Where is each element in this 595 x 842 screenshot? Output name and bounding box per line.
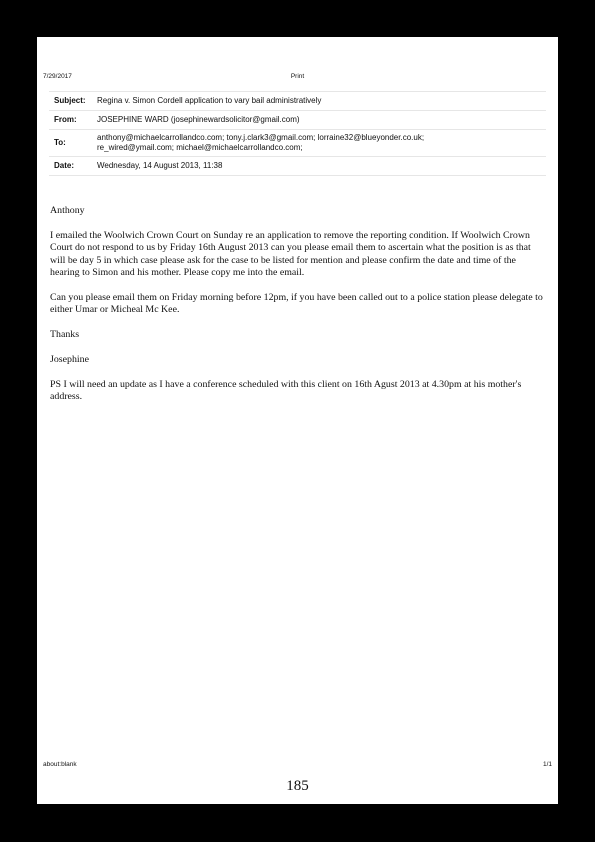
- subject-value: Regina v. Simon Cordell application to vary bail administratively: [92, 92, 546, 111]
- to-value: [92, 130, 546, 157]
- body-paragraph-2: Can you please email them on Friday morning before 12pm, if you have been called out to a police station please delegate to either Umar or Micheal Mc Kee.: [50, 291, 543, 316]
- footer-url: about:blank: [43, 761, 77, 768]
- from-value: JOSEPHINE WARD (josephinewardsolicitor@gmail.com): [92, 111, 546, 130]
- body-paragraph-1: I emailed the Woolwich Crown Court on Sunday re an application to remove the reporting condition. If Woolwich Crown Court do not respond to us by Friday 16th August 2013 can you please email them to ascertain what the position is as that will be day 5 in which case please ask for the case to be listed for mention and please confirm the date and time of the hearing to Simon and his mother. Please copy me into the email.: [50, 229, 531, 279]
- to-recipients-line-1: anthony@michaelcarrollandco.com; tony.j.clark3@gmail.com; lorraine32@blueyonder.co.uk;: [97, 133, 425, 142]
- email-header-table: [49, 91, 546, 176]
- email-body: [50, 205, 547, 416]
- from-label: From:: [49, 111, 92, 130]
- print-title: Print: [290, 73, 305, 80]
- thanks-line: Thanks: [50, 329, 80, 341]
- to-label: To:: [49, 130, 92, 157]
- printed-page: [37, 37, 558, 804]
- subject-row: [49, 92, 546, 111]
- greeting: Anthony: [50, 205, 85, 216]
- page-number: 185: [286, 778, 309, 794]
- date-value: Wednesday, 14 August 2013, 11:38: [92, 157, 546, 176]
- signature: Josephine: [50, 353, 89, 365]
- date-label: Date:: [49, 157, 92, 176]
- subject-label: Subject:: [49, 92, 92, 111]
- to-recipients-line-2: re_wired@ymail.com; michael@michaelcarrollandco.com;: [97, 143, 303, 152]
- postscript: PS I will need an update as I have a conference scheduled with this client on 16th Agust 2013 at 4.30pm at his mother's address.: [50, 378, 522, 403]
- date-row: [49, 157, 546, 176]
- footer-page-count: 1/1: [542, 761, 552, 768]
- print-date: 7/29/2017: [43, 73, 72, 80]
- from-row: [49, 111, 546, 130]
- to-row: [49, 130, 546, 157]
